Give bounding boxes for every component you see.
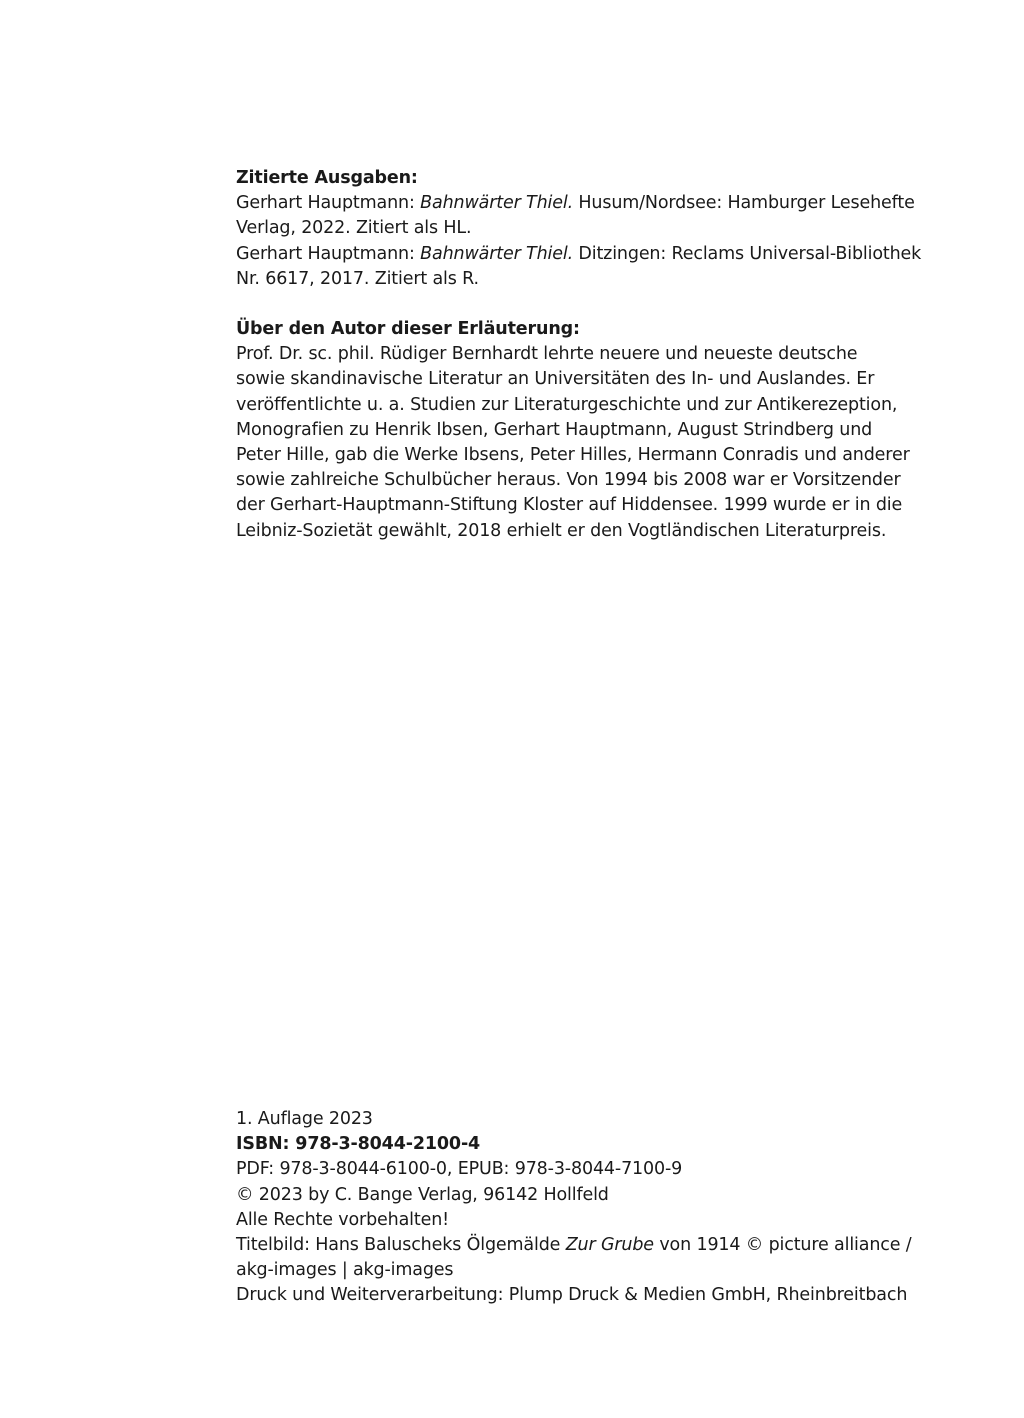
cover-credit-prefix: Titelbild: Hans Baluscheks Ölgemälde — [236, 1235, 561, 1256]
edition-line: 1. Auflage 2023 — [236, 1109, 373, 1129]
about-author-heading: Über den Autor dieser Erläuterung: — [236, 319, 580, 339]
digital-isbn-line: PDF: 978-3-8044-6100-0, EPUB: 978-3-8044-7100-9 — [236, 1159, 683, 1180]
text-line: sowie skandinavische Literatur an Universitäten des In- und Auslandes. Er — [236, 369, 875, 390]
cover-credit-line-2: akg-images | akg-images — [236, 1260, 454, 1281]
text-line: sowie zahlreiche Schulbücher heraus. Von 1994 bis 2008 war er Vorsitzender — [236, 470, 901, 491]
edition-author: Gerhart Hauptmann: — [236, 243, 415, 264]
edition-publisher: Ditzingen: Reclams Universal-Bibliothek — [578, 243, 922, 264]
edition-details: Verlag, 2022. Zitiert als HL. — [236, 218, 472, 239]
rights-line: Alle Rechte vorbehalten! — [236, 1209, 450, 1230]
cited-edition-entry — [236, 242, 996, 292]
text-line: der Gerhart-Hauptmann-Stiftung Kloster auf Hiddensee. 1999 wurde er in die — [236, 495, 903, 516]
edition-author: Gerhart Hauptmann: — [236, 193, 415, 214]
cover-credit-suffix: von 1914 © picture alliance / — [659, 1235, 912, 1256]
text-line: veröffentlichte u. a. Studien zur Literaturgeschichte und zur Antikerezeption, — [236, 394, 898, 415]
cover-painting-title: Zur Grube — [565, 1235, 654, 1256]
imprint-section — [236, 1107, 996, 1309]
text-line: Peter Hille, gab die Werke Ibsens, Peter Hilles, Hermann Conradis und anderer — [236, 445, 910, 466]
text-line: Monografien zu Henrik Ibsen, Gerhart Hauptmann, August Strindberg und — [236, 419, 873, 440]
about-author-section — [236, 317, 996, 544]
text-line: Prof. Dr. sc. phil. Rüdiger Bernhardt lehrte neuere und neueste deutsche — [236, 344, 858, 365]
about-author-text — [236, 342, 996, 544]
edition-publisher: Husum/Nordsee: Hamburger Lesehefte — [578, 193, 915, 214]
text-line: Leibniz-Sozietät gewählt, 2018 erhielt er den Vogtländischen Literaturpreis. — [236, 520, 887, 541]
edition-details: Nr. 6617, 2017. Zitiert als R. — [236, 268, 479, 289]
printing-line: Druck und Weiterverarbeitung: Plump Druck & Medien GmbH, Rheinbreitbach — [236, 1285, 908, 1306]
copyright-line: © 2023 by C. Bange Verlag, 96142 Hollfeld — [236, 1184, 609, 1205]
cited-editions-section — [236, 166, 996, 292]
cover-credit-line — [236, 1233, 996, 1258]
edition-title: Bahnwärter Thiel. — [420, 193, 573, 214]
edition-title: Bahnwärter Thiel. — [420, 243, 573, 264]
cited-editions-heading: Zitierte Ausgaben: — [236, 168, 418, 188]
cited-edition-entry — [236, 191, 996, 241]
isbn-line: ISBN: 978-3-8044-2100-4 — [236, 1134, 481, 1155]
